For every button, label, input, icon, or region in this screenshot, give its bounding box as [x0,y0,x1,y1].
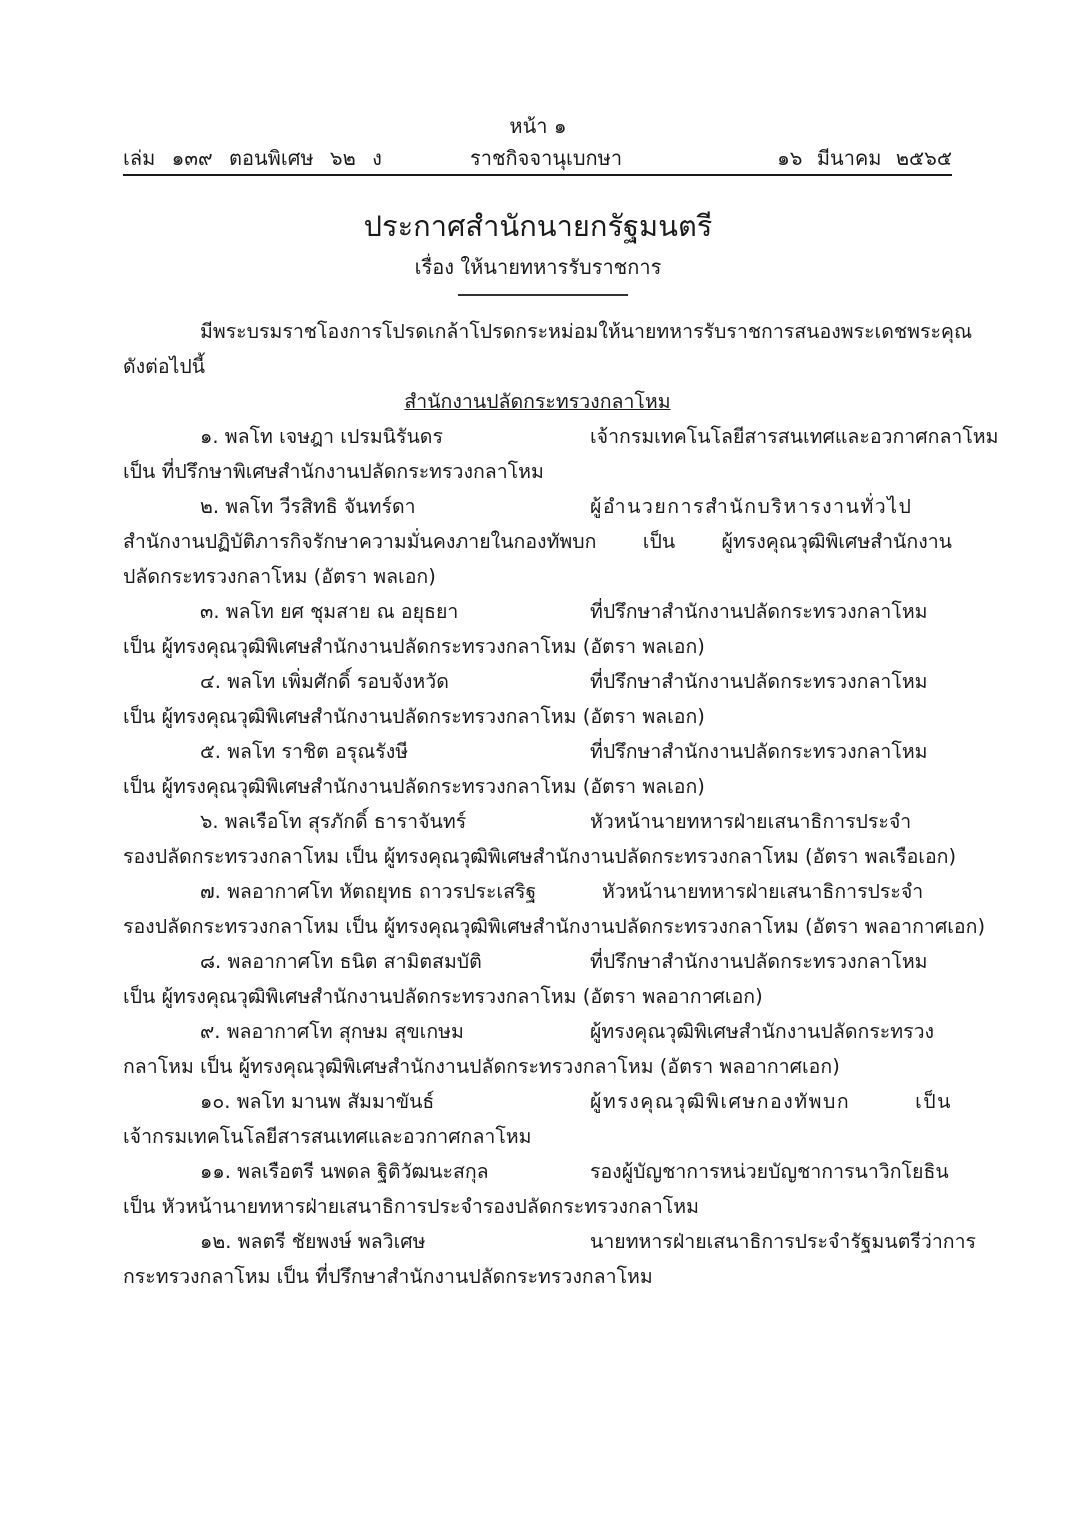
officer-name [200,1154,489,1189]
header-rule [123,174,952,176]
officer-name [200,734,408,769]
current-position: เจ้ากรมเทคโนโลยีสารสนเทศและอวกาศกลาโหม [590,425,999,448]
new-position-line: สำนักงานปฏิบัติภารกิจรักษาความมั่นคงภายในกองทัพบก เป็น ผู้ทรงคุณวุฒิพิเศษสำนักงาน [123,530,952,553]
appointment-item [123,594,952,629]
current-position: ผู้อำนวยการสำนักบริหารงานทั่วไป [590,495,913,518]
publication-date: ๑๖ มีนาคม ๒๕๖๕ [777,146,952,170]
new-position-line: เป็น ที่ปรึกษาพิเศษสำนักงานปลัดกระทรวงกลาโหม [123,460,544,483]
officer-name [200,489,416,524]
officer-rank-name: พลโท วีรสิทธิ จันทร์ดา [225,495,416,518]
officer-name [200,1224,426,1259]
new-position-line: กลาโหม เป็น ผู้ทรงคุณวุฒิพิเศษสำนักงานปลัดกระทรวงกลาโหม (อัตรา พลอากาศเอก) [123,1055,840,1078]
officer-rank-name: พลอากาศโท ธนิต สามิตสมบัติ [227,950,482,973]
new-position-line: รองปลัดกระทรวงกลาโหม เป็น ผู้ทรงคุณวุฒิพิเศษสำนักงานปลัดกระทรวงกลาโหม (อัตรา พลเรือเอก) [123,845,957,868]
volume-issue: เล่ม ๑๓๙ ตอนพิเศษ ๖๒ ง [123,146,382,170]
officer-rank-name: พลเรือตรี นพดล ฐิติวัฒนะสกุล [237,1160,489,1183]
officer-rank-name: พลตรี ชัยพงษ์ พลวิเศษ [237,1230,426,1253]
new-position-line: รองปลัดกระทรวงกลาโหม เป็น ผู้ทรงคุณวุฒิพิเศษสำนักงานปลัดกระทรวงกลาโหม (อัตรา พลอากาศเอก) [123,915,986,938]
item-number: ๑๐. [200,1090,231,1113]
appointment-item [123,1084,952,1119]
item-number: ๑. [200,425,219,448]
appointment-item [123,804,952,839]
gazette-name: ราชกิจจานุเบกษา [470,146,623,170]
current-position: หัวหน้านายทหารฝ่ายเสนาธิการประจำ [602,880,924,903]
new-position-line: เจ้ากรมเทคโนโลยีสารสนเทศและอวกาศกลาโหม [123,1125,532,1148]
item-number: ๙. [200,1020,221,1043]
current-position: ที่ปรึกษาสำนักงานปลัดกระทรวงกลาโหม [590,670,928,693]
officer-rank-name: พลโท ราชิต อรุณรังษี [227,740,409,763]
current-position: นายทหารฝ่ายเสนาธิการประจำรัฐมนตรีว่าการ [590,1230,977,1253]
item-number: ๑๑. [200,1160,231,1183]
officer-name [200,874,536,909]
new-position-line: กระทรวงกลาโหม เป็น ที่ปรึกษาสำนักงานปลัดกระทรวงกลาโหม [123,1265,653,1288]
item-number: ๗. [200,880,221,903]
item-number: ๕. [200,740,221,763]
current-position: ที่ปรึกษาสำนักงานปลัดกระทรวงกลาโหม [590,950,928,973]
appointment-item [123,419,999,454]
item-number: ๒. [200,495,220,518]
new-position-line: เป็น ผู้ทรงคุณวุฒิพิเศษสำนักงานปลัดกระทรวงกลาโหม (อัตรา พลเอก) [123,635,705,658]
section-heading: สำนักงานปลัดกระทรวงกลาโหม [404,390,671,413]
appointment-item [123,1224,977,1259]
new-position-line: เป็น หัวหน้านายทหารฝ่ายเสนาธิการประจำรองปลัดกระทรวงกลาโหม [123,1195,699,1218]
item-number: ๑๒. [200,1230,232,1253]
item-number: ๔. [200,670,221,693]
document-title: ประกาศสำนักนายกรัฐมนตรี [363,209,713,243]
appointment-item [123,664,952,699]
intro-line-1: มีพระบรมราชโองการโปรดเกล้าโปรดกระหม่อมให้นายทหารรับราชการสนองพระเดชพระคุณ [200,320,973,343]
new-position-line: เป็น ผู้ทรงคุณวุฒิพิเศษสำนักงานปลัดกระทรวงกลาโหม (อัตรา พลเอก) [123,775,705,798]
title-divider [458,294,628,296]
current-position: ที่ปรึกษาสำนักงานปลัดกระทรวงกลาโหม [590,600,928,623]
appointment-item [123,734,952,769]
current-position: รองผู้บัญชาการหน่วยบัญชาการนาวิกโยธิน [590,1160,949,1183]
officer-rank-name: พลโท ยศ ชุมสาย ณ อยุธยา [225,600,459,623]
officer-rank-name: พลอากาศโท สุกษม สุขเกษม [226,1020,464,1043]
officer-rank-name: พลโท เจษฎา เปรมนิรันดร [224,425,443,448]
document-subject: เรื่อง ให้นายทหารรับราชการ [414,255,662,279]
item-number: ๖. [200,810,219,833]
officer-rank-name: พลโท เพิ่มศักดิ์ รอบจังหวัด [227,670,449,693]
officer-rank-name: พลอากาศโท หัตถยุทธ ถาวรประเสริฐ [227,880,537,903]
officer-name [200,1084,434,1119]
intro-line-2: ดังต่อไปนี้ [123,355,206,378]
current-position: ผู้ทรงคุณวุฒิพิเศษสำนักงานปลัดกระทรวง [590,1020,935,1043]
appointment-item [123,1154,952,1189]
item-number: ๘. [200,950,222,973]
officer-name [200,594,458,629]
new-position-line: เป็น ผู้ทรงคุณวุฒิพิเศษสำนักงานปลัดกระทรวงกลาโหม (อัตรา พลอากาศเอก) [123,985,763,1008]
appointment-item [123,944,952,979]
officer-name [200,804,466,839]
item-number: ๓. [200,600,220,623]
appointment-item [123,1014,952,1049]
appointment-item [123,874,952,909]
page-number: หน้า ๑ [509,114,567,138]
current-position: ที่ปรึกษาสำนักงานปลัดกระทรวงกลาโหม [590,740,928,763]
current-position: ผู้ทรงคุณวุฒิพิเศษกองทัพบก เป็น [590,1090,952,1113]
officer-name [200,944,482,979]
officer-rank-name: พลโท มานพ สัมมาขันธ์ [236,1090,435,1113]
officer-rank-name: พลเรือโท สุรภักดิ์ ธาราจันทร์ [224,810,467,833]
officer-name [200,664,449,699]
officer-name [200,419,443,454]
officer-name [200,1014,464,1049]
new-position-line: เป็น ผู้ทรงคุณวุฒิพิเศษสำนักงานปลัดกระทรวงกลาโหม (อัตรา พลเอก) [123,705,705,728]
new-position-line: ปลัดกระทรวงกลาโหม (อัตรา พลเอก) [123,565,436,588]
appointment-item [123,489,952,524]
current-position: หัวหน้านายทหารฝ่ายเสนาธิการประจำ [590,810,912,833]
